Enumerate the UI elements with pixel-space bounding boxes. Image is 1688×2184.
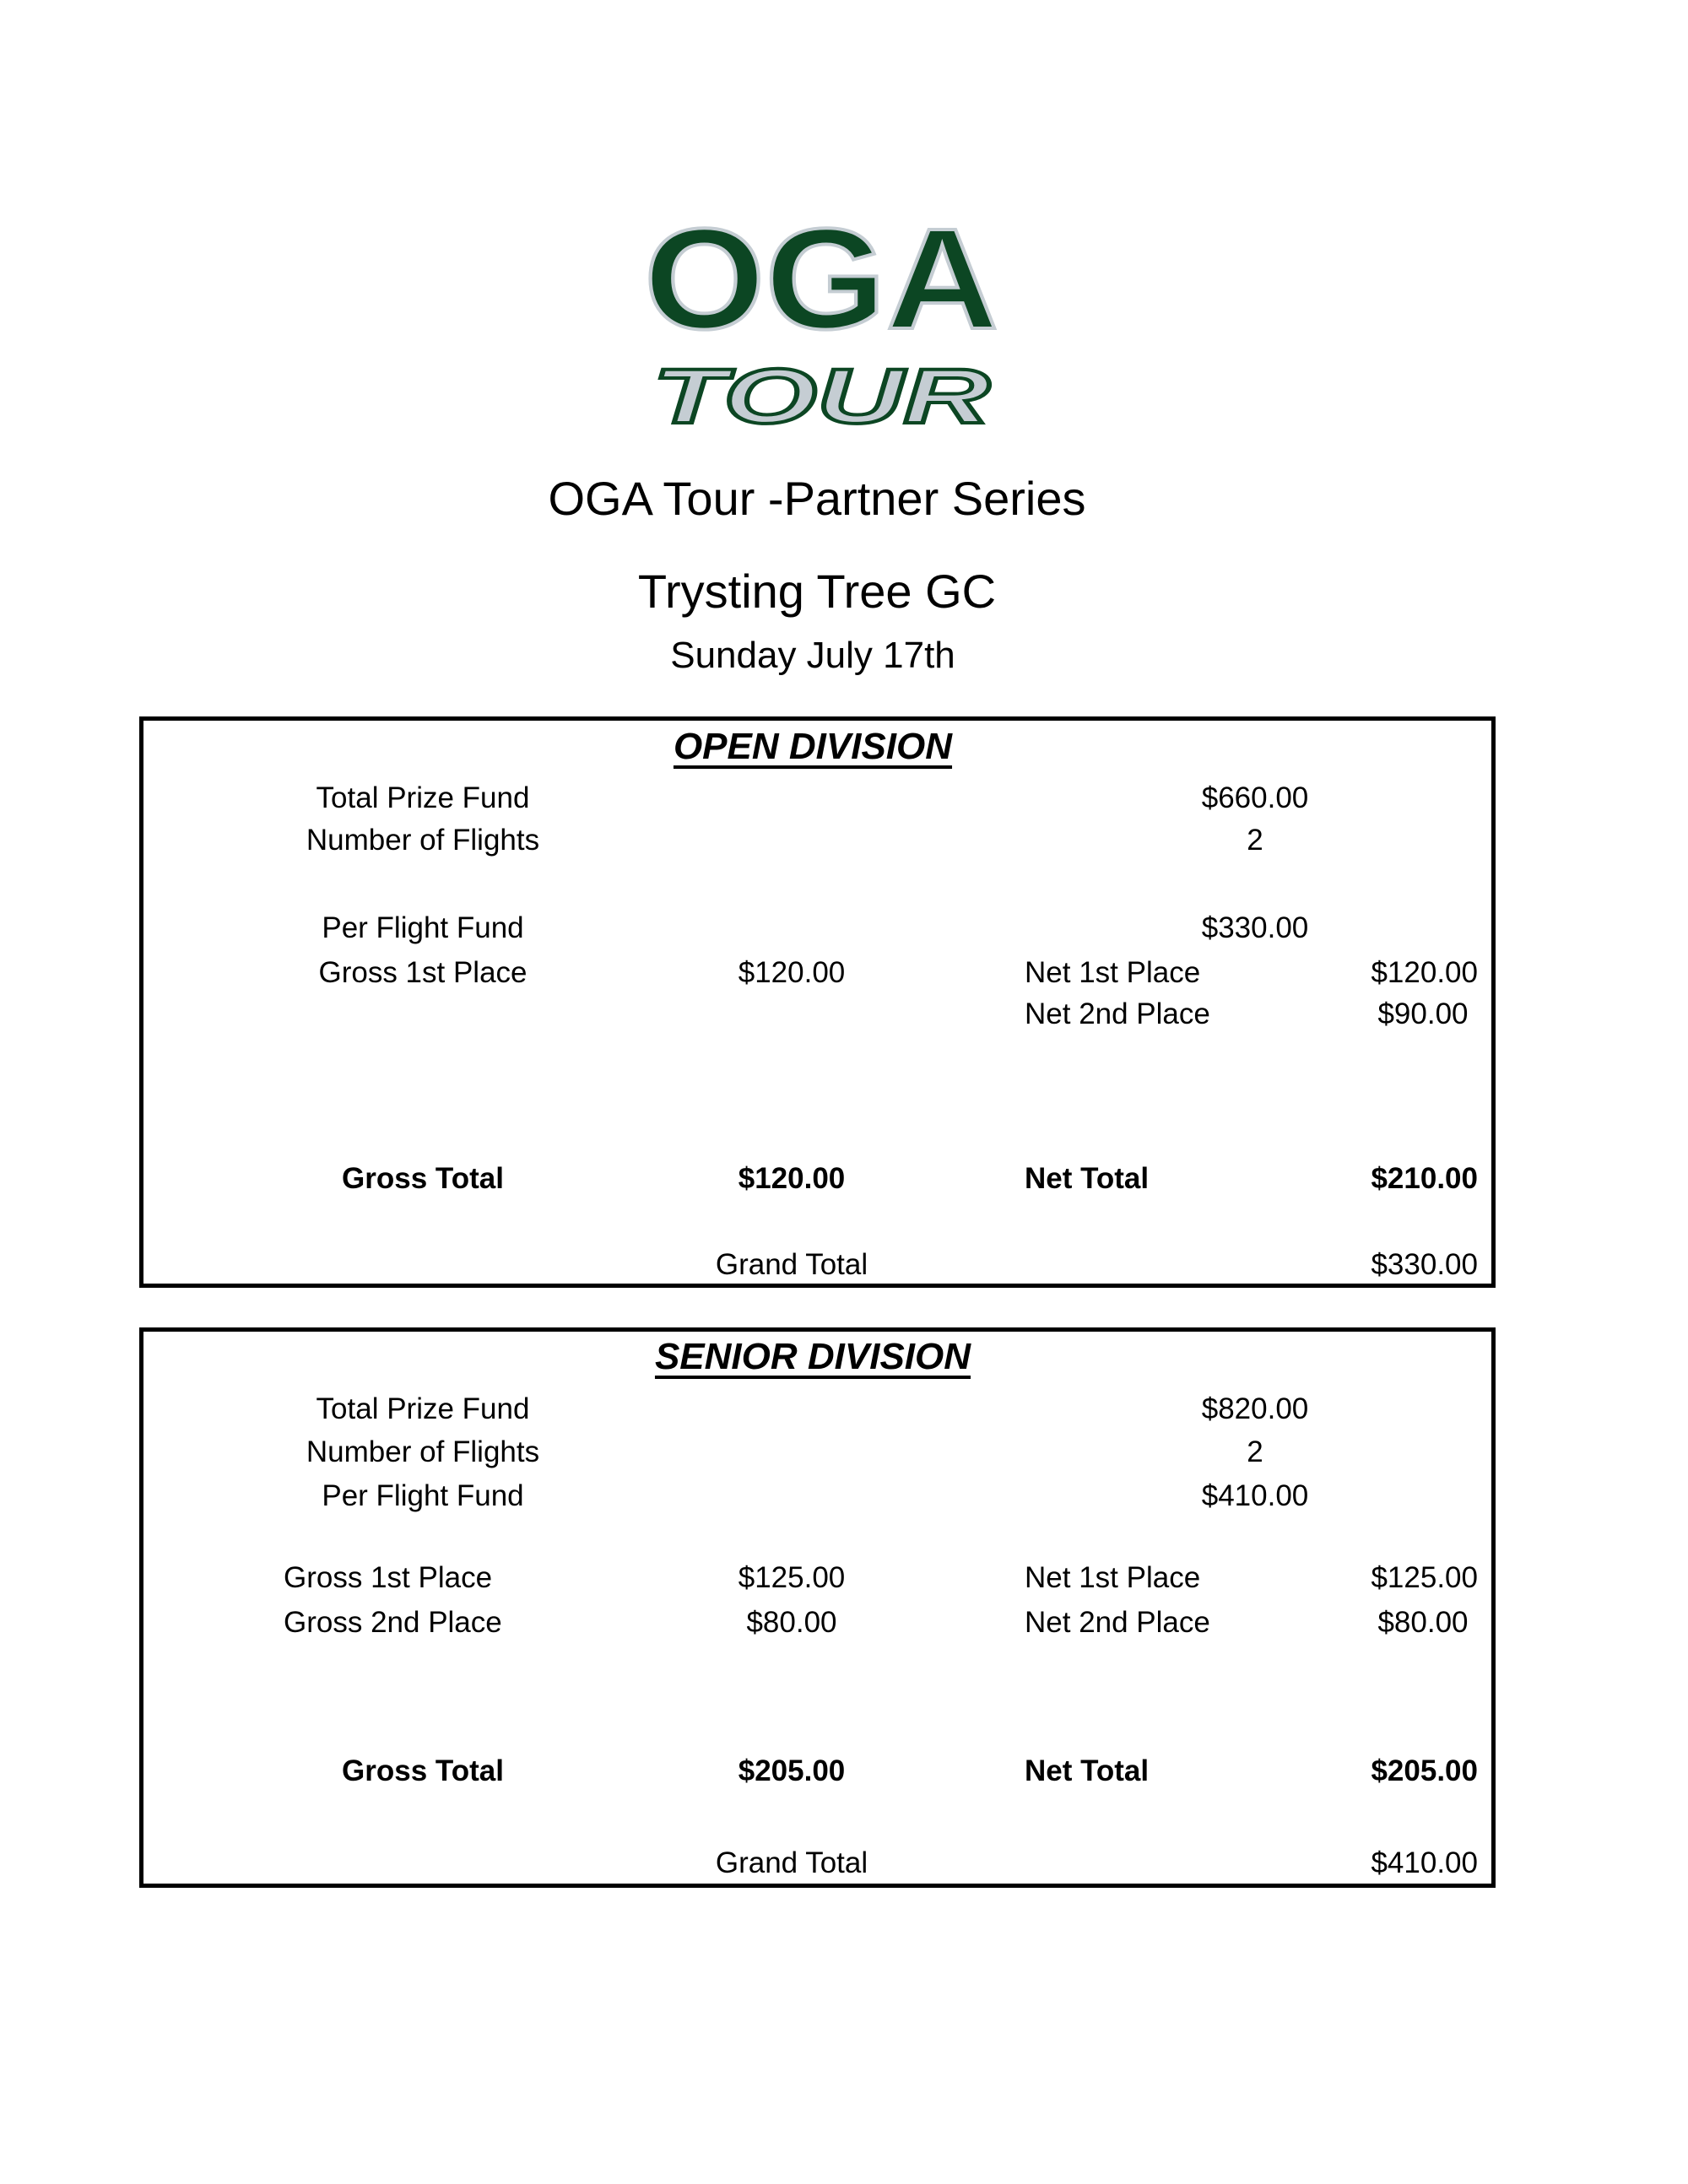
course-name: Trysting Tree GC (637, 565, 997, 618)
open-gross1: $120.00 (738, 956, 846, 989)
senior-per-flight-label: Per Flight Fund (322, 1479, 524, 1512)
open-per-flight-label: Per Flight Fund (322, 911, 524, 944)
senior-per-flight: $410.00 (1201, 1479, 1309, 1512)
open-net1: $120.00 (1371, 956, 1478, 989)
senior-flights-label: Number of Flights (306, 1435, 540, 1468)
senior-gross2-label: Gross 2nd Place (284, 1606, 502, 1639)
open-gross-total: $120.00 (738, 1162, 846, 1195)
senior-gross-total-label: Gross Total (342, 1754, 504, 1787)
open-net-total: $210.00 (1371, 1162, 1478, 1195)
open-net-total-label: Net Total (1025, 1162, 1150, 1195)
page-title: OGA Tour -Partner Series (548, 472, 1086, 525)
open-division-heading: OPEN DIVISION (673, 726, 953, 767)
senior-gross-total: $205.00 (738, 1754, 846, 1787)
logo-oga-text: OGA (644, 202, 998, 359)
senior-grand-total: $410.00 (1371, 1846, 1478, 1879)
open-net2: $90.00 (1377, 997, 1469, 1030)
senior-flights: 2 (1247, 1435, 1263, 1468)
open-net2-label: Net 2nd Place (1025, 997, 1210, 1030)
senior-total-prize-fund-label: Total Prize Fund (316, 1392, 530, 1425)
open-grand-total-label: Grand Total (715, 1248, 868, 1281)
senior-net-total-label: Net Total (1025, 1754, 1150, 1787)
event-date: Sunday July 17th (670, 635, 955, 676)
open-flights: 2 (1247, 824, 1263, 857)
senior-gross1-label: Gross 1st Place (284, 1561, 493, 1594)
senior-net1-label: Net 1st Place (1025, 1561, 1201, 1594)
senior-net1: $125.00 (1371, 1561, 1478, 1594)
open-gross1-label: Gross 1st Place (318, 956, 528, 989)
senior-total-prize-fund: $820.00 (1201, 1392, 1309, 1425)
senior-net2: $80.00 (1377, 1606, 1469, 1639)
senior-gross2: $80.00 (746, 1606, 837, 1639)
oga-tour-logo (626, 202, 1016, 431)
logo-tour-text: TOUR (652, 354, 990, 431)
senior-net2-label: Net 2nd Place (1025, 1606, 1210, 1639)
senior-grand-total-label: Grand Total (715, 1846, 868, 1879)
senior-division-heading: SENIOR DIVISION (654, 1336, 971, 1377)
open-flights-label: Number of Flights (306, 824, 540, 857)
open-net1-label: Net 1st Place (1025, 956, 1201, 989)
senior-net-total: $205.00 (1371, 1754, 1478, 1787)
senior-gross1: $125.00 (738, 1561, 846, 1594)
open-gross-total-label: Gross Total (342, 1162, 504, 1195)
open-total-prize-fund: $660.00 (1201, 781, 1309, 814)
open-total-prize-fund-label: Total Prize Fund (316, 781, 530, 814)
open-per-flight: $330.00 (1201, 911, 1309, 944)
open-grand-total: $330.00 (1371, 1248, 1478, 1281)
